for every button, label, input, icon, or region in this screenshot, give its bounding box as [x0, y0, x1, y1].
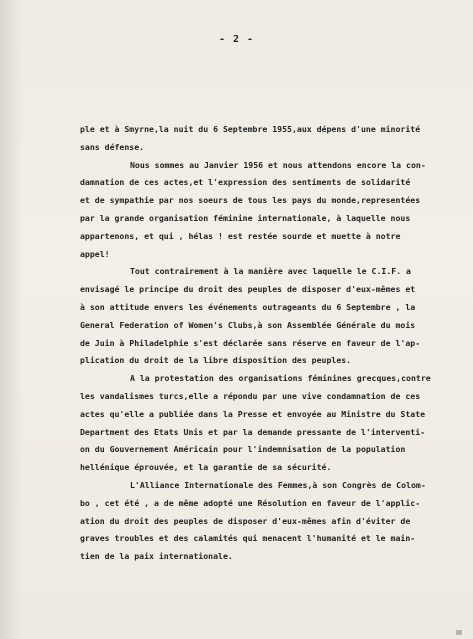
text-line: par la grande organisation féminine internationale, à laquelle nous: [80, 212, 411, 223]
text-line: appartenons, et qui , hélas ! est restée sourde et muette à notre: [80, 230, 401, 241]
text-line: bo , cet été , a de même adopté une Résolution en faveur de l'applic-: [80, 497, 421, 508]
page-number: - 2 -: [218, 34, 255, 45]
paper-mark: [456, 630, 462, 635]
text-line: plication du droit de la libre disposition des peuples.: [80, 355, 352, 366]
text-line: General Federation of Women's Clubs,à son Assemblée Générale du mois: [80, 319, 416, 330]
text-line: Department des Etats Unis et par la demande pressante de l'interventi-: [80, 426, 426, 437]
text-line: sans défense.: [80, 141, 145, 152]
text-line: damnation de ces actes,et l'expression des sentiments de solidarité: [80, 177, 411, 188]
text-line: hellénique éprouvée, et la garantie de sa sécurité.: [80, 462, 332, 473]
text-line: graves troubles et des calamités qui menacent l'humanité et le main-: [80, 533, 416, 544]
text-line: A la protestation des organisations féminines grecques,contre: [130, 373, 431, 384]
text-line: on du Gouvernement Américain pour l'indemnisation de la population: [80, 444, 406, 455]
document-body: [80, 121, 465, 566]
text-line: ple et à Smyrne,la nuit du 6 Septembre 1955,aux dépens d'une minorité: [80, 124, 421, 134]
text-line: ation du droit des peuples de disposer d'eux-mêmes afin d'éviter de: [80, 515, 411, 526]
text-line: actes qu'elle a publiée dans la Presse et envoyée au Ministre du State: [80, 408, 426, 419]
text-line: Nous sommes au Janvier 1956 et nous attendons encore la con-: [130, 159, 426, 170]
text-line: Tout contrairement à la manière avec laquelle le C.I.F. a: [130, 266, 411, 277]
text-line: tien de la paix internationale.: [80, 551, 233, 562]
text-line: de Juin à Philadelphie s'est déclarée sans réserve en faveur de l'ap-: [80, 337, 421, 348]
text-line: les vandalismes turcs,elle a répondu par une vive condamnation de ces: [80, 390, 421, 401]
text-line: à son attitude envers les événements outrageants du 6 Septembre , la: [80, 301, 416, 312]
text-line: L'Alliance Internationale des Femmes,à son Congrès de Colom-: [130, 479, 426, 490]
page-fold-shadow: [0, 0, 22, 639]
text-line: appel!: [80, 248, 110, 259]
text-line: et de sympathie par nos soeurs de tous les pays du monde,representées: [80, 195, 421, 206]
text-line: envisagé le principe du droit des peuples de disposer d'eux-mêmes et: [80, 284, 416, 295]
